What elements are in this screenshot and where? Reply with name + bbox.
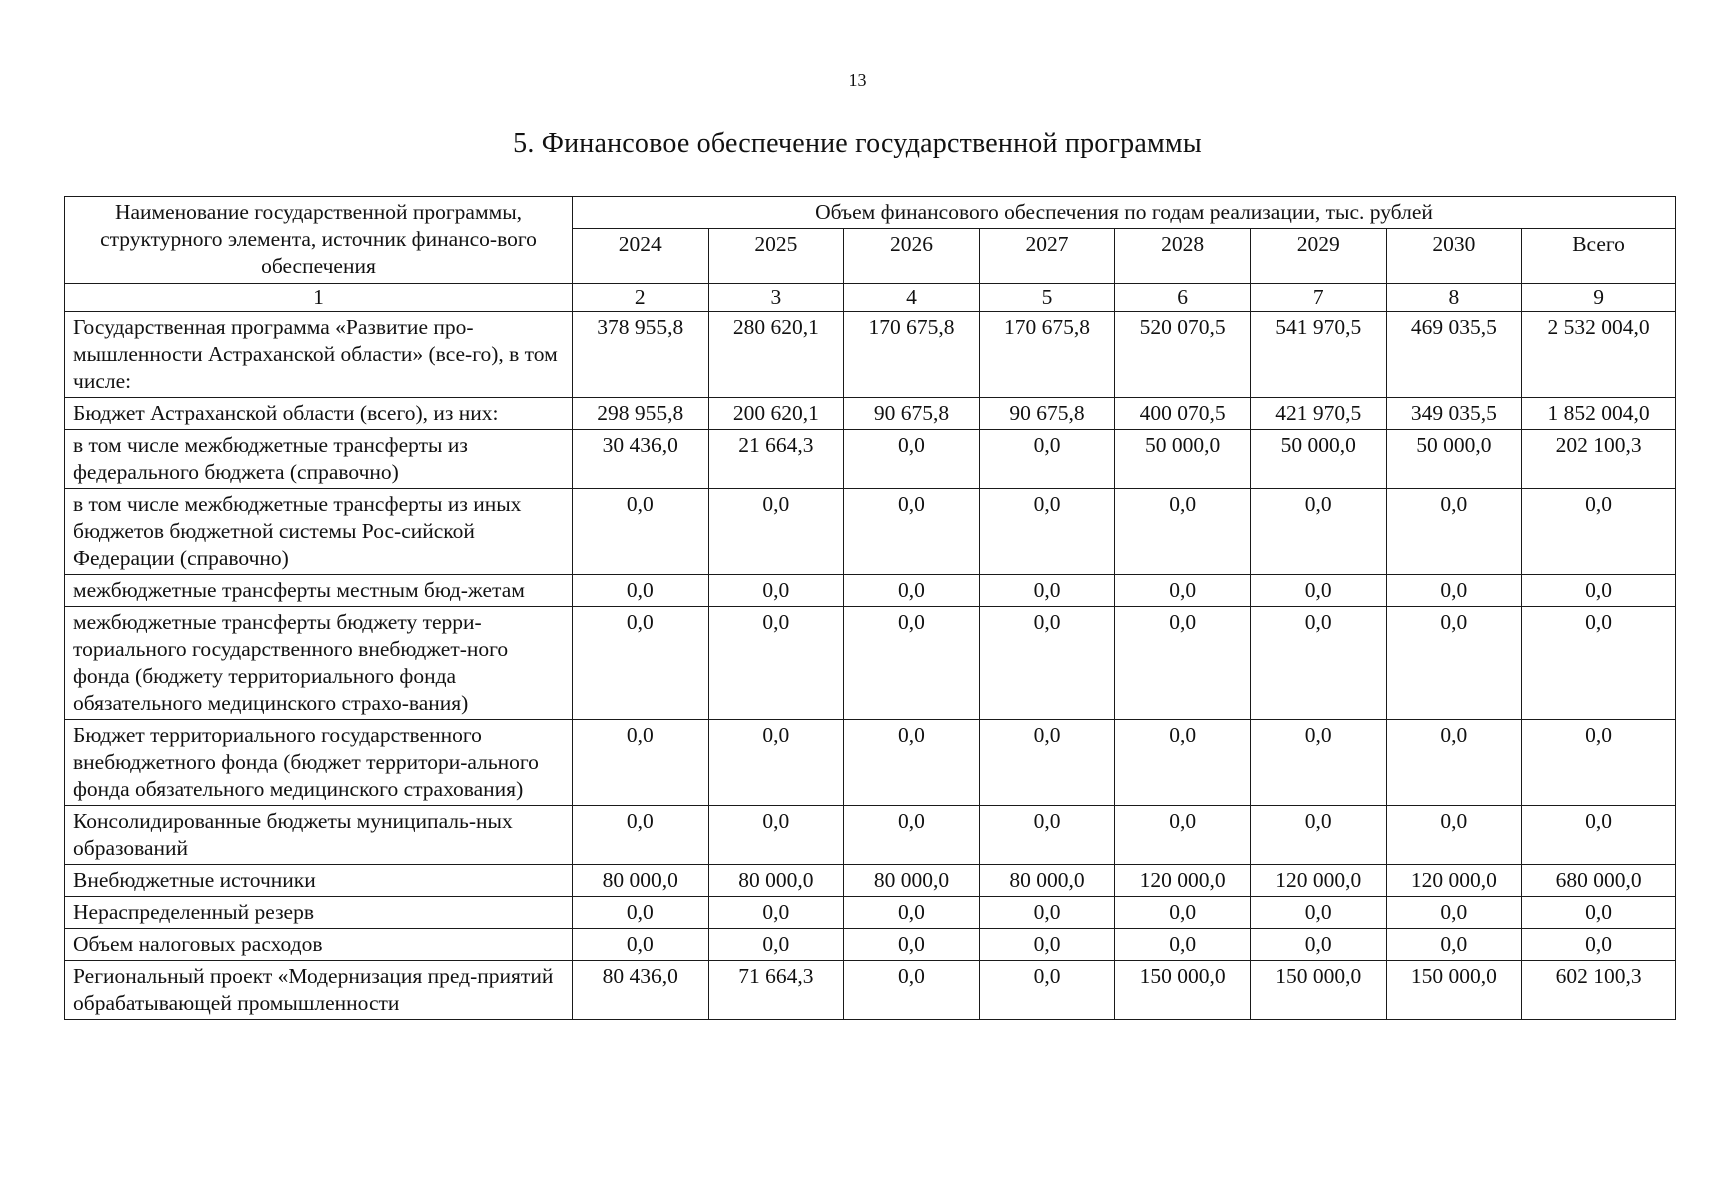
row-year-value: 120 000,0 <box>1386 865 1522 897</box>
column-number: 1 <box>65 284 573 312</box>
row-year-value: 90 675,8 <box>844 398 980 430</box>
row-year-value: 0,0 <box>1115 897 1251 929</box>
row-year-value: 0,0 <box>1386 806 1522 865</box>
table-row <box>65 806 1676 865</box>
row-year-value: 0,0 <box>844 897 980 929</box>
table-row <box>65 961 1676 1020</box>
row-year-value: 0,0 <box>844 575 980 607</box>
row-year-value: 0,0 <box>1115 929 1251 961</box>
row-year-value: 0,0 <box>1386 929 1522 961</box>
row-year-value: 349 035,5 <box>1386 398 1522 430</box>
row-year-value: 0,0 <box>1386 575 1522 607</box>
row-year-value: 0,0 <box>979 575 1115 607</box>
row-total-value: 602 100,3 <box>1522 961 1676 1020</box>
row-total-value: 1 852 004,0 <box>1522 398 1676 430</box>
row-year-value: 170 675,8 <box>979 312 1115 398</box>
volume-column-header: Объем финансового обеспечения по годам реализации, тыс. рублей <box>572 197 1675 229</box>
table-row <box>65 489 1676 575</box>
row-year-value: 469 035,5 <box>1386 312 1522 398</box>
row-year-value: 0,0 <box>1386 897 1522 929</box>
row-name: межбюджетные трансферты бюджету терри-ториального государственного внебюджет-ного фонда (бюджету территориального фонда обязательного медицинского страхо-вания) <box>65 607 573 720</box>
row-year-value: 0,0 <box>1115 489 1251 575</box>
row-year-value: 80 000,0 <box>572 865 708 897</box>
name-column-header: Наименование государственной программы, структурного элемента, источник финансо-вого обеспечения <box>65 197 573 284</box>
row-year-value: 0,0 <box>708 720 844 806</box>
table-row <box>65 312 1676 398</box>
row-year-value: 150 000,0 <box>1386 961 1522 1020</box>
column-number: 8 <box>1386 284 1522 312</box>
table-row <box>65 929 1676 961</box>
column-number: 2 <box>572 284 708 312</box>
row-name: межбюджетные трансферты местным бюд-жетам <box>65 575 573 607</box>
financing-table <box>64 196 1676 1020</box>
table-row <box>65 865 1676 897</box>
row-year-value: 400 070,5 <box>1115 398 1251 430</box>
row-year-value: 0,0 <box>1386 607 1522 720</box>
row-year-value: 0,0 <box>708 806 844 865</box>
year-header: 2030 <box>1386 229 1522 284</box>
row-total-value: 0,0 <box>1522 489 1676 575</box>
year-header: 2028 <box>1115 229 1251 284</box>
table-body <box>65 312 1676 1020</box>
row-year-value: 0,0 <box>1250 575 1386 607</box>
row-year-value: 0,0 <box>979 806 1115 865</box>
year-header: 2026 <box>844 229 980 284</box>
total-header: Всего <box>1522 229 1676 284</box>
row-year-value: 0,0 <box>708 575 844 607</box>
row-year-value: 80 436,0 <box>572 961 708 1020</box>
row-year-value: 0,0 <box>844 489 980 575</box>
row-year-value: 0,0 <box>572 929 708 961</box>
year-header: 2025 <box>708 229 844 284</box>
row-total-value: 680 000,0 <box>1522 865 1676 897</box>
year-header: 2024 <box>572 229 708 284</box>
year-header: 2027 <box>979 229 1115 284</box>
row-total-value: 0,0 <box>1522 897 1676 929</box>
row-year-value: 541 970,5 <box>1250 312 1386 398</box>
row-year-value: 0,0 <box>844 720 980 806</box>
row-year-value: 170 675,8 <box>844 312 980 398</box>
table-row <box>65 607 1676 720</box>
section-title: 5. Финансовое обеспечение государственной программы <box>513 128 1202 159</box>
row-year-value: 0,0 <box>979 897 1115 929</box>
year-header: 2029 <box>1250 229 1386 284</box>
row-year-value: 0,0 <box>708 489 844 575</box>
row-total-value: 202 100,3 <box>1522 430 1676 489</box>
row-year-value: 0,0 <box>979 489 1115 575</box>
row-name: Бюджет территориального государственного внебюджетного фонда (бюджет территори-ального фонда обязательного медицинского страхования) <box>65 720 573 806</box>
row-year-value: 0,0 <box>979 720 1115 806</box>
row-name: Объем налоговых расходов <box>65 929 573 961</box>
column-number: 4 <box>844 284 980 312</box>
row-total-value: 0,0 <box>1522 806 1676 865</box>
row-year-value: 0,0 <box>844 430 980 489</box>
column-number: 9 <box>1522 284 1676 312</box>
row-year-value: 0,0 <box>572 806 708 865</box>
row-year-value: 0,0 <box>979 929 1115 961</box>
row-year-value: 0,0 <box>1115 806 1251 865</box>
row-year-value: 280 620,1 <box>708 312 844 398</box>
column-number: 3 <box>708 284 844 312</box>
row-year-value: 0,0 <box>844 607 980 720</box>
row-year-value: 80 000,0 <box>979 865 1115 897</box>
row-year-value: 0,0 <box>708 929 844 961</box>
page-number: 13 <box>848 70 867 90</box>
row-year-value: 520 070,5 <box>1115 312 1251 398</box>
row-year-value: 21 664,3 <box>708 430 844 489</box>
column-numbers-row <box>65 284 1676 312</box>
row-total-value: 0,0 <box>1522 575 1676 607</box>
row-year-value: 0,0 <box>844 929 980 961</box>
row-year-value: 50 000,0 <box>1115 430 1251 489</box>
row-year-value: 378 955,8 <box>572 312 708 398</box>
row-total-value: 0,0 <box>1522 929 1676 961</box>
row-year-value: 0,0 <box>708 897 844 929</box>
row-name: Нераспределенный резерв <box>65 897 573 929</box>
row-year-value: 80 000,0 <box>844 865 980 897</box>
table-row <box>65 720 1676 806</box>
row-year-value: 0,0 <box>572 897 708 929</box>
table-row <box>65 430 1676 489</box>
row-year-value: 150 000,0 <box>1250 961 1386 1020</box>
row-year-value: 50 000,0 <box>1250 430 1386 489</box>
row-year-value: 0,0 <box>1115 720 1251 806</box>
row-year-value: 0,0 <box>708 607 844 720</box>
row-name: Государственная программа «Развитие про-мышленности Астраханской области» (все-го), в том числе: <box>65 312 573 398</box>
row-name: Региональный проект «Модернизация пред-приятий обрабатывающей промышленности <box>65 961 573 1020</box>
row-year-value: 50 000,0 <box>1386 430 1522 489</box>
row-year-value: 0,0 <box>979 607 1115 720</box>
row-year-value: 0,0 <box>1115 575 1251 607</box>
row-year-value: 0,0 <box>572 720 708 806</box>
table-row <box>65 398 1676 430</box>
row-name: Бюджет Астраханской области (всего), из них: <box>65 398 573 430</box>
row-year-value: 0,0 <box>1250 929 1386 961</box>
row-year-value: 0,0 <box>572 489 708 575</box>
row-year-value: 0,0 <box>1250 897 1386 929</box>
header-row <box>65 197 1676 229</box>
row-year-value: 30 436,0 <box>572 430 708 489</box>
row-year-value: 80 000,0 <box>708 865 844 897</box>
row-year-value: 298 955,8 <box>572 398 708 430</box>
row-year-value: 0,0 <box>1250 489 1386 575</box>
row-year-value: 0,0 <box>572 575 708 607</box>
row-year-value: 90 675,8 <box>979 398 1115 430</box>
row-year-value: 421 970,5 <box>1250 398 1386 430</box>
column-number: 7 <box>1250 284 1386 312</box>
row-total-value: 0,0 <box>1522 720 1676 806</box>
row-year-value: 0,0 <box>1115 607 1251 720</box>
row-year-value: 0,0 <box>1386 489 1522 575</box>
row-year-value: 0,0 <box>844 806 980 865</box>
row-year-value: 150 000,0 <box>1115 961 1251 1020</box>
row-year-value: 120 000,0 <box>1115 865 1251 897</box>
row-name: в том числе межбюджетные трансферты из иных бюджетов бюджетной системы Рос-сийской Федерации (справочно) <box>65 489 573 575</box>
row-year-value: 0,0 <box>979 961 1115 1020</box>
row-year-value: 0,0 <box>844 961 980 1020</box>
row-year-value: 0,0 <box>1250 607 1386 720</box>
row-year-value: 200 620,1 <box>708 398 844 430</box>
row-total-value: 0,0 <box>1522 607 1676 720</box>
row-year-value: 0,0 <box>1386 720 1522 806</box>
column-number: 6 <box>1115 284 1251 312</box>
row-year-value: 0,0 <box>1250 720 1386 806</box>
row-year-value: 0,0 <box>1250 806 1386 865</box>
row-year-value: 120 000,0 <box>1250 865 1386 897</box>
table-row <box>65 897 1676 929</box>
table-row <box>65 575 1676 607</box>
row-name: Внебюджетные источники <box>65 865 573 897</box>
row-year-value: 0,0 <box>572 607 708 720</box>
row-year-value: 71 664,3 <box>708 961 844 1020</box>
row-total-value: 2 532 004,0 <box>1522 312 1676 398</box>
row-year-value: 0,0 <box>979 430 1115 489</box>
row-name: Консолидированные бюджеты муниципаль-ных образований <box>65 806 573 865</box>
column-number: 5 <box>979 284 1115 312</box>
row-name: в том числе межбюджетные трансферты из федерального бюджета (справочно) <box>65 430 573 489</box>
